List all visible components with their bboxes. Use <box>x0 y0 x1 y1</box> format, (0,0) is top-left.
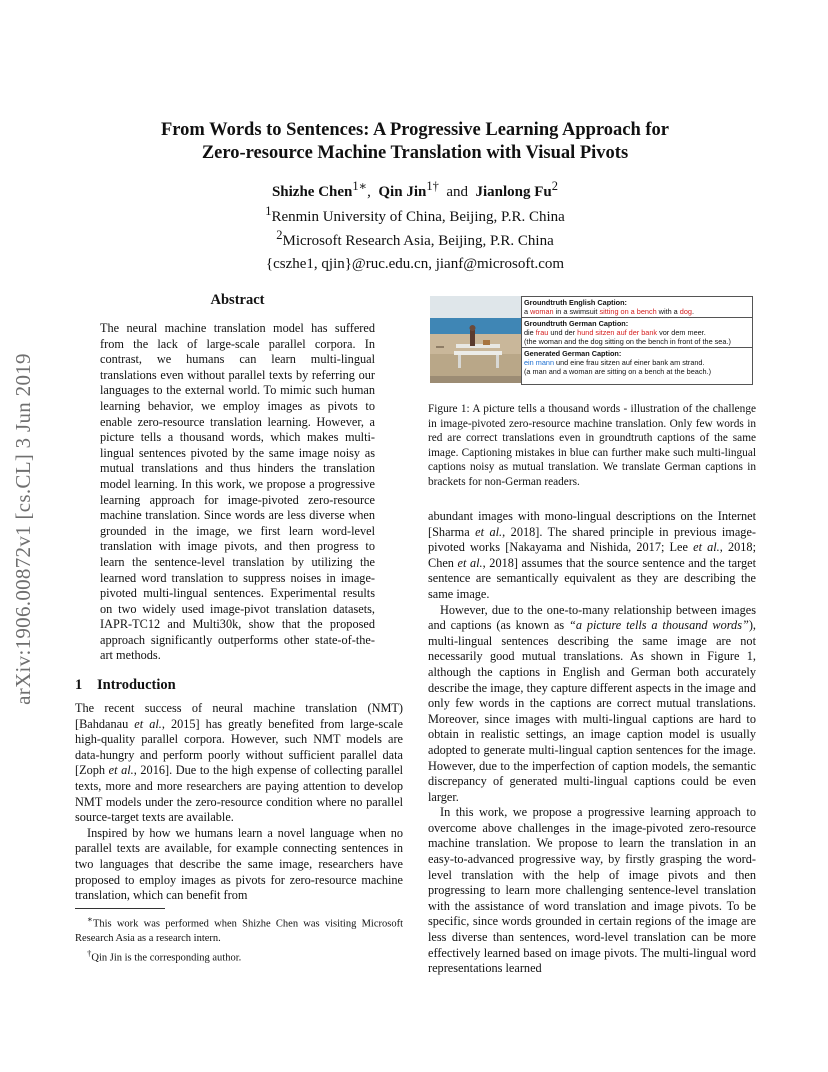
figure-1 <box>430 296 753 391</box>
affiliation-1: Renmin University of China, Beijing, P.R. China <box>271 209 565 225</box>
abstract-heading: Abstract <box>210 292 265 308</box>
paper-title <box>90 119 740 165</box>
beach-bench-image <box>430 296 521 383</box>
right-paragraph-2: However, due to the one-to-many relationship between images and captions (as known as “a picture tells a thousand words”), multi-lingual sentences describing the same image are not necessarily good mutual translations. As shown in Figure 1, although the captions in English and German both accurately describe the image, they capture different aspects in the image and only few words in the captions are correct mutual translations. Moreover, since images with multi-lingual captions are hard to obtain in realistic settings, an image caption model is usually adopted to generate multi-lingual caption sentences for the image. However, due to the imperfection of caption models, the semantic discrepancy of generated multi-lingual captions could be even larger. <box>428 602 756 804</box>
footnote-2: †Qin Jin is the corresponding author. <box>87 947 242 963</box>
left-column-body <box>75 701 403 904</box>
title-line-1: From Words to Sentences: A Progressive Learning Approach for <box>160 120 670 140</box>
affiliation-2: Microsoft Research Asia, Beijing, P.R. China <box>282 233 554 249</box>
author-conjunction: and <box>446 184 468 200</box>
aff1-mark: 1 <box>265 204 272 218</box>
author-list: Shizhe Chen$^{1∗}$, Qin Jin$^{1\dagger}$ and Jianlong Fu$^2$ <box>271 179 559 200</box>
caption-table <box>521 296 753 385</box>
title-line-2: Zero-resource Machine Translation with Visual Pivots <box>201 143 629 163</box>
footnotes <box>75 912 403 965</box>
figure-1-caption: Figure 1: A picture tells a thousand words - illustration of the challenge in image-pivoted zero-resource machine translation. Only few words in red are correct translations even in groundtruth captions of the same image. Captioning mistakes in blue can further make such multi-lingual captions noisy as mutual translation. We translate German captions in brackets for non-German readers. <box>428 403 756 488</box>
author-3: Jianlong Fu <box>475 184 552 200</box>
author-2-affil: 1† <box>426 179 439 193</box>
section-number: 1 <box>75 677 83 693</box>
section-title: Introduction <box>97 677 176 693</box>
right-paragraph-3: In this work, we propose a progressive learning approach to overcome above challenges in the image-pivoted zero-resource machine translation. We propose to learn the translation in an easy-to-advanced progressive way, by firstly grasping the word-level translation with the help of image pivots and then progressing to learn more challenging sentence-level translation with the assistance of word translation and image pivots. To be specific, since words grounded in certain regions of the image are less diverse than sentences, word-level translation can be more effectively learned based on image pivots. The multi-lingual word representations learned <box>428 805 756 976</box>
footnote-rule <box>75 908 165 909</box>
affiliations <box>90 202 740 273</box>
right-column-body <box>428 509 756 977</box>
author-3-affil: 2 <box>551 179 559 193</box>
generated-german-caption: Generated German Caption: ein mann und eine frau sitzen auf einer bank am strand. (a man and a woman are sitting on a bench at the beach.) <box>524 349 711 376</box>
author-1: Shizhe Chen <box>271 184 353 200</box>
author-1-affil: 1∗ <box>352 179 368 193</box>
right-paragraph-1: abundant images with mono-lingual descriptions on the Internet [Sharma et al., 2018]. The shared principle in previous image-pivoted works [Nakayama and Nishida, 2017; Lee et al., 2018; Chen et al., 2018] assumes that the source sentence and the target sentence are semantically equivalent as they are describing the same image. <box>428 509 757 601</box>
intro-paragraph-2: Inspired by how we humans learn a novel language when no parallel texts are available, for example connecting sentences in two languages that describe the same image, researchers have proposed to employ images as pivots for zero-resource machine translation, which can benefit from <box>75 825 403 903</box>
footnote-1: ∗This work was performed when Shizhe Chen was visiting Microsoft Research Asia as a research intern. <box>75 914 403 944</box>
groundtruth-english-caption: Groundtruth English Caption: a woman in a swimsuit sitting on a bench with a dog. <box>522 297 752 318</box>
section-heading-introduction <box>75 677 375 694</box>
author-2: Qin Jin <box>378 184 427 200</box>
beach-photo <box>430 296 521 383</box>
abstract-text: The neural machine translation model has suffered from the lack of large-scale parallel corpora. In contrast, we humans can learn multi-lingual translations even without parallel texts by referring our languages to the external world. To mimic such human learning behavior, we employ images as pivots to enable zero-resource translation learning. However, a picture tells a thousand words, which makes multi-lingual sentences pivoted by the same image noisy as mutual translations and thus hinders the translation model learning. In this work, we propose a progressive learning approach for image-pivoted zero-resource machine translation. Since words are less diverse when grounded in the image, we first learn word-level translation with image pivots, and then progress to learn the sentence-level translation by utilizing the learned word translation to suppress noises in image-pivoted multi-lingual sentences. Experimental results on two widely used image-pivot translation datasets, IAPR-TC12 and Multi30k, show that the proposed approach significantly outperforms other state-of-the-art methods. <box>100 321 375 663</box>
arxiv-identifier: arXiv:1906.00872v1 [cs.CL] 3 Jun 2019 <box>11 353 35 705</box>
groundtruth-german-caption: Groundtruth German Caption: die frau und der hund sitzen auf der bank vor dem meer. (the woman and the dog sitting on the bench in front of the sea.) <box>522 318 752 348</box>
intro-paragraph-1: The recent success of neural machine translation (NMT) [Bahdanau et al., 2015] has greatly benefited from large-scale high-quality parallel corpora. However, such NMT models are data-hungry and perform poorly without sufficient parallel data [Zoph et al., 2016]. Due to the high expense of collecting parallel texts, more and more researchers are paying attention to develop NMT models under the zero-resource condition where no parallel source-target texts are available. <box>75 701 403 825</box>
aff2-mark: 2 <box>276 228 283 242</box>
emails: {cszhe1, qjin}@ruc.edu.cn, jianf@microsoft.com <box>265 256 565 272</box>
